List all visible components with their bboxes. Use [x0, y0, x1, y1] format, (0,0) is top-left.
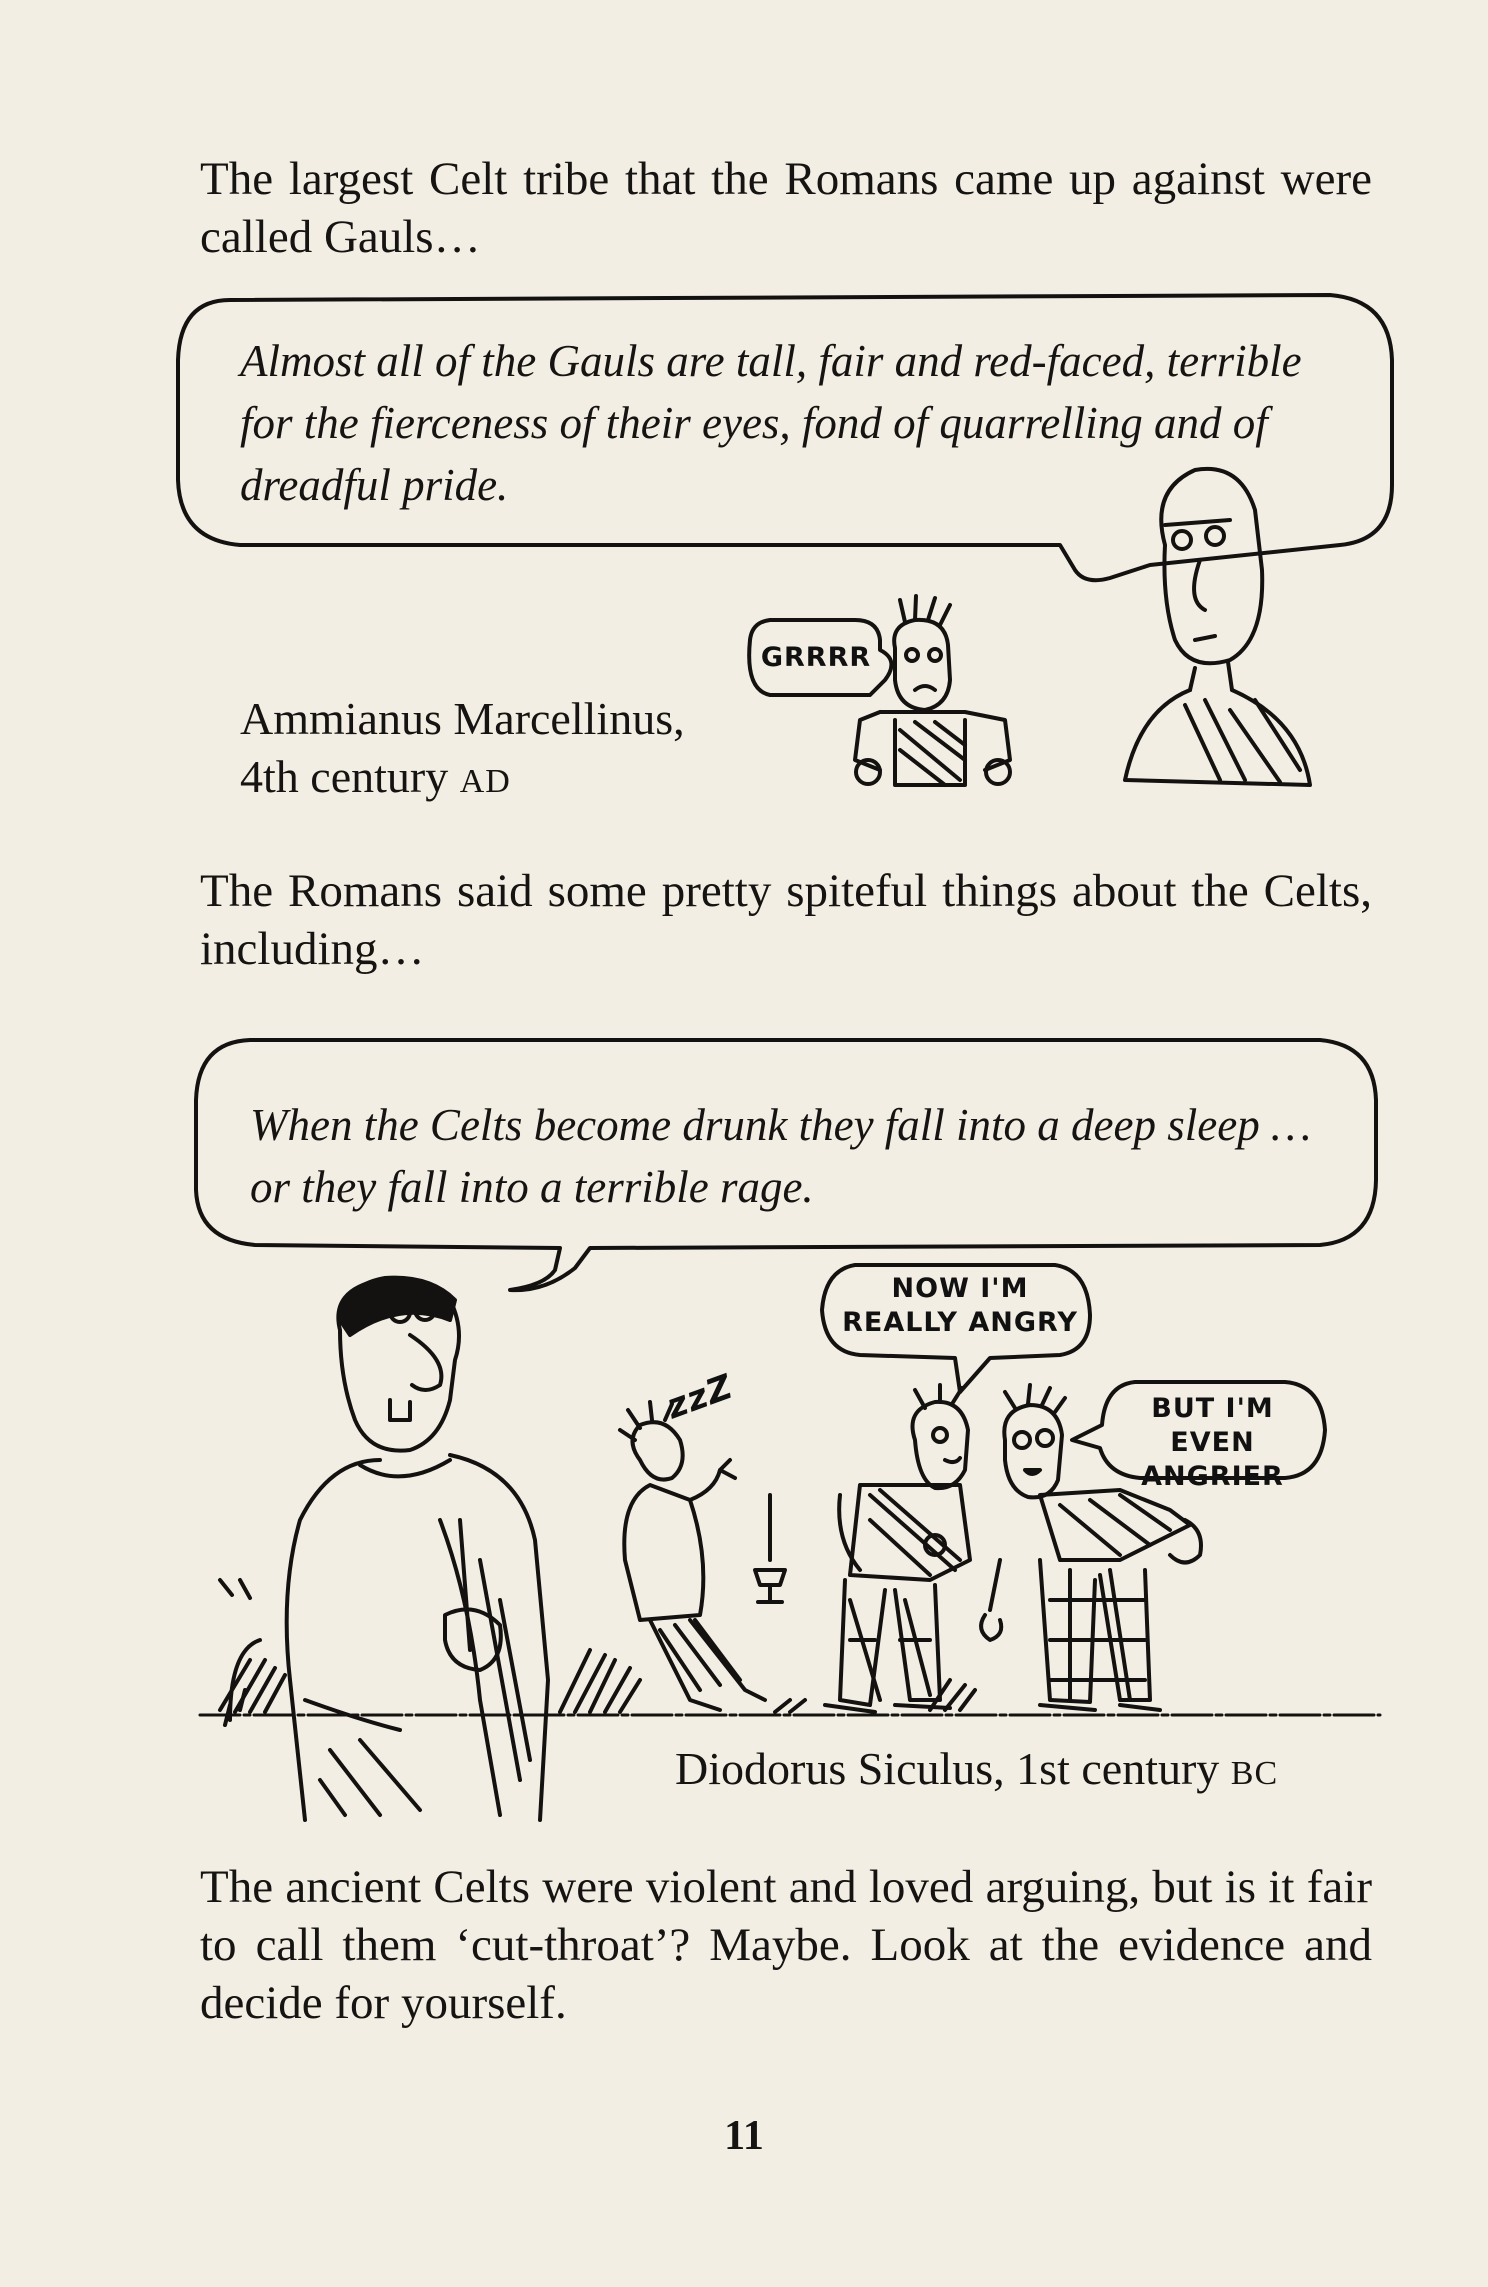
middle-paragraph: The Romans said some pretty spiteful things about the Celts, including…	[200, 865, 1372, 975]
grrrr-text: GRRRR	[760, 642, 872, 673]
angry-celt-figure-1	[825, 1385, 970, 1712]
roman-figure-2	[220, 1278, 548, 1820]
roman-figure-1	[1125, 469, 1310, 785]
page-number: 11	[724, 2113, 764, 2159]
speech-2-line-1: BUT I'M EVEN	[1151, 1393, 1274, 1458]
quote-2-text: When the Celts become drunk they fall into a deep sleep … or they fall into a terrible rage.	[250, 1100, 1311, 1212]
speech-2-line-2: ANGRIER	[1141, 1461, 1284, 1492]
quote-1-attribution	[240, 690, 685, 811]
attribution-era: 4th century	[240, 751, 449, 802]
angry-gaul-figure	[855, 596, 1010, 785]
snore-text: zzZ	[661, 1366, 739, 1428]
attribution-era-line	[240, 748, 685, 811]
speech-now-really-angry	[835, 1272, 1085, 1340]
closing-paragraph: The ancient Celts were violent and loved arguing, but is it fair to call them ‘cut-throat’? Maybe. Look at the evidence and decide for yourself.	[200, 1861, 1372, 2029]
sleeping-celt-figure	[620, 1402, 765, 1710]
attribution-2-suffix: BC	[1230, 1755, 1279, 1792]
quote-2-attribution	[675, 1740, 1278, 1803]
speech-1-line-2: REALLY ANGRY	[842, 1307, 1078, 1338]
intro-paragraph: The largest Celt tribe that the Romans came up against were called Gauls…	[200, 153, 1372, 263]
speech-even-angrier	[1110, 1392, 1315, 1494]
goblet-icon	[755, 1495, 785, 1602]
attribution-name: Ammianus Marcellinus,	[240, 693, 685, 744]
attribution-era-suffix: AD	[459, 763, 511, 800]
speech-1-line-1: NOW I'M	[891, 1273, 1029, 1304]
quote-1-text: Almost all of the Gauls are tall, fair and red-faced, terrible for the fierceness of their eyes, fond of quarrelling and of dreadful pride.	[240, 336, 1302, 510]
attribution-2-text: Diodorus Siculus, 1st century	[675, 1743, 1220, 1794]
